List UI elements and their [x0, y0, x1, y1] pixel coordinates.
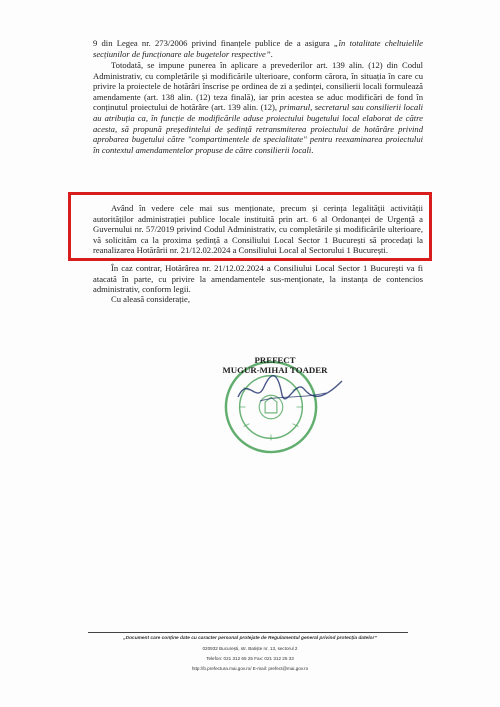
paragraph-1-text: 9 din Legea nr. 273/2006 privind finanțele publice de a asigura [93, 38, 334, 48]
footer-address: 020932 București, str. Batiște nr. 13, sectorul 2 [202, 646, 298, 651]
signatory-title: PREFECT [254, 355, 296, 365]
paragraph-4: În caz contrar, Hotărârea nr. 21/12.02.2024 a Consiliului Local Sector 1 București va fi atacată în parte, cu privire la amendamentele sus-menționate, la instanța de contencios administrativ, conform legii. [93, 263, 423, 295]
footer-web-email: http://b.prefectura.mai.gov.ro/ E-mail: prefect@mai.gov.ro [191, 666, 309, 671]
footer-divider [88, 632, 408, 633]
paragraph-1-quote: „în totalitate cheltuielile secțiunilor de funcționare ale bugetelor respective” [93, 38, 423, 59]
paragraph-2-italic: primarul, secretarul sau consilierii locali au atribuția ca, în funcție de modificările aduse proiectului bugetului local elaborat de către acesta, să propună președintelui de ședință retransmiterea proiectului de hotărâre privind aprobarea bugetului către "compartimentele de specialitate" pentru reexaminarea proiectului în contextul amendamentelor propuse de către consilierii locali [93, 102, 423, 155]
paragraph-1 [93, 38, 423, 59]
paragraph-1-end: . [270, 48, 273, 59]
footer-data-notice: „Document care conține date cu caracter personal protejate de Regulamentul general privind protecția datelor” [123, 636, 377, 641]
paragraph-2 [93, 60, 423, 155]
paragraph-2-text: Totodată, se impune punerea în aplicare a prevederilor art. 139 alin. (12) din Codul Administrativ, cu completările și modificările ulterioare, conform cărora, în situația în care cu privire la proiectele de hotărâri înscrise pe ordinea de zi a ședinței, consilierii locali formulează amendamente (art. 138 alin. (12) teza finală), iar prin acestea se aduc modificări de fond în conținutul proiectului de hotărâre (art. 139 alin. (12), [93, 60, 423, 113]
paragraph-3-highlighted: Având în vedere cele mai sus menționate, precum și cerința legalității activității autorităților administrației publice locale instituită prin art. 6 al Ordonanței de Urgență a Guvernului nr. 57/2019 privind Codul Administrativ, cu completările și modificările ulterioare, vă solicităm ca la proxima ședință a Consiliului Local Sector 1 București să procedați la reanalizarea Hotărârii nr. 21/12.02.2024 a Consiliului Local al Sectorului 1 București. [93, 203, 423, 256]
closing-salutation: Cu aleasă considerație, [111, 294, 190, 304]
paragraph-2-end: . [311, 144, 314, 155]
signatory-name: MUGUR-MIHAI TOADER [222, 365, 328, 375]
footer-phone: Telefon: 021 312 65 25 Fax: 021 312 25 33 [206, 656, 294, 661]
